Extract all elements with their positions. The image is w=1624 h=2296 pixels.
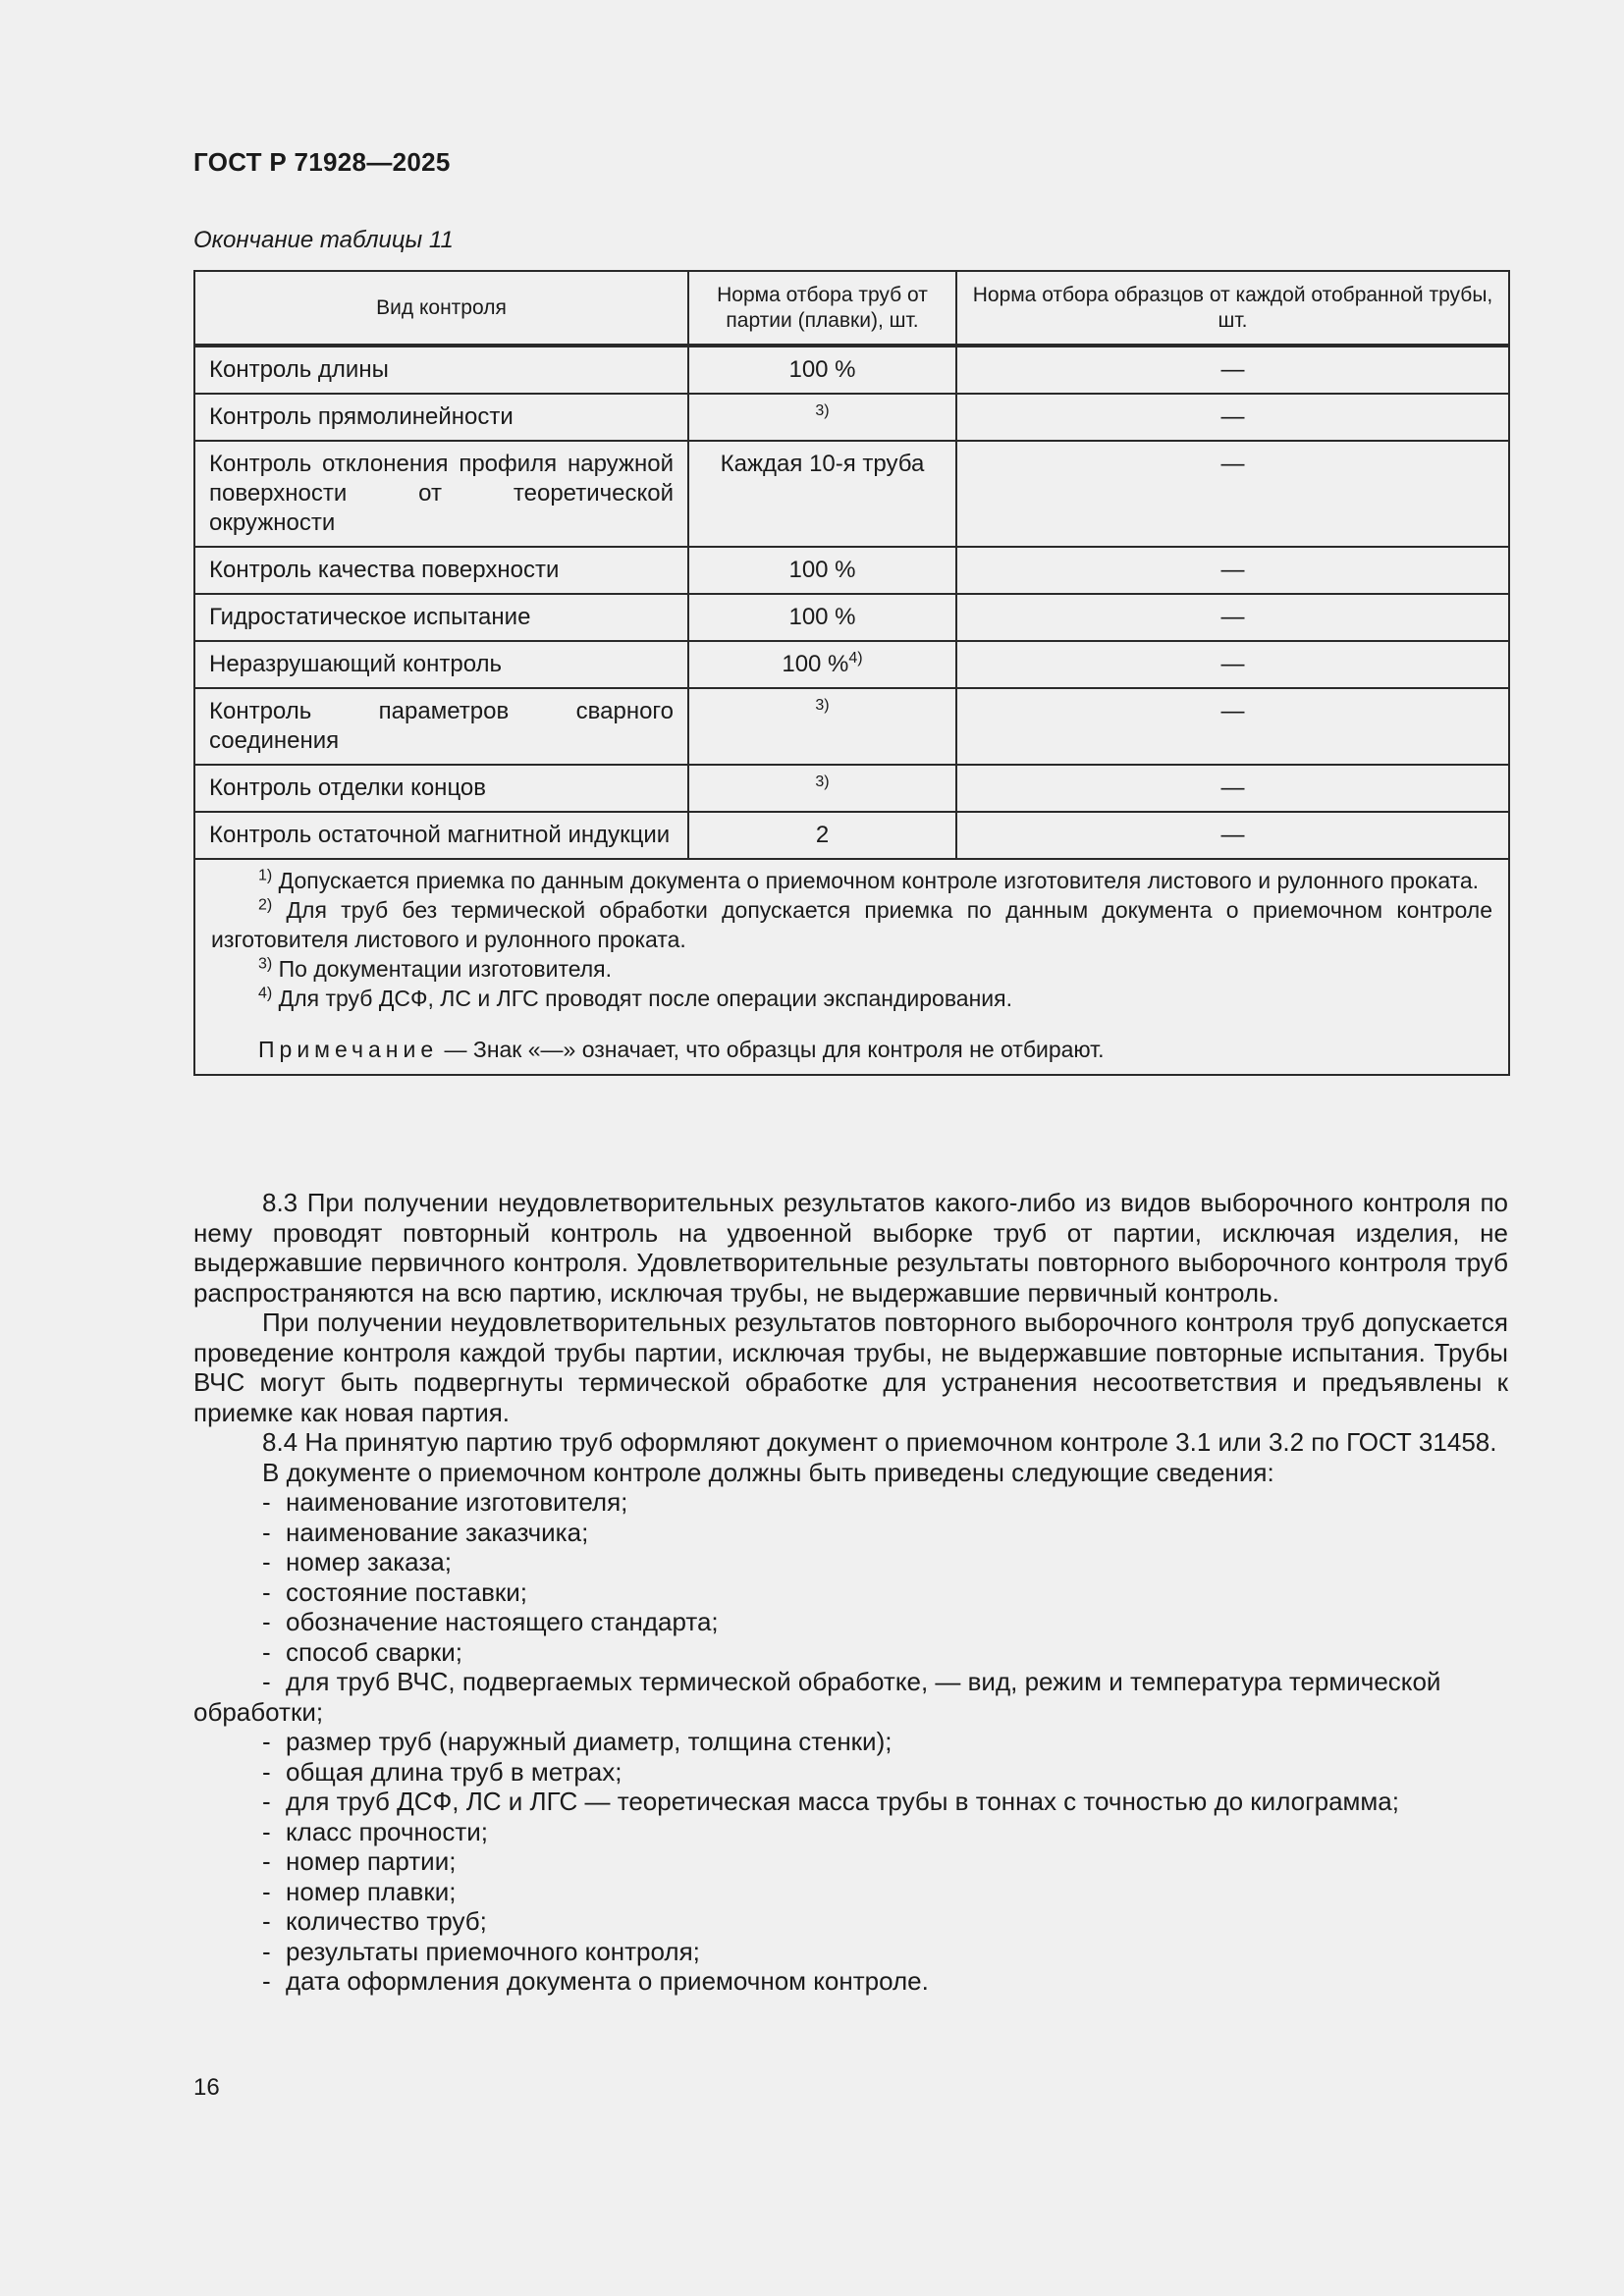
list-item: - номер заказа; (262, 1547, 452, 1576)
control-type-cell: Контроль прямолинейности (194, 394, 688, 441)
table-row (194, 594, 1509, 641)
paragraph-8-3: 8.3 При получении неудовлетворительных результатов какого-либо из видов выборочного контроля по нему проводят повторный контроль на удвоенной выборке труб от партии, исключая изделия, не выдержавшие первичного контроля. Удовлетворительные результаты повторного выборочного контроля труб распространяются на всю партию, исключая трубы, не выдержавшие первичный контроль. (193, 1188, 1508, 1308)
footnote-text: Допускается приемка по данным документа о приемочном контроле изготовителя листового и рулонного проката. (278, 868, 1480, 893)
list-item: - номер плавки; (262, 1876, 457, 1906)
list-item: - количество труб; (262, 1906, 487, 1936)
paragraph: При получении неудовлетворительных результатов повторного выборочного контроля труб допускается проведение контроля каждой трубы партии, исключая трубы, не выдержавшие повторные испытания. Трубы ВЧС могут быть подвергнуты термической обработке для устранения несоответствия и предъявлены к приемке как новая партия. (193, 1308, 1508, 1427)
list-item: - состояние поставки; (262, 1576, 528, 1607)
control-type-cell: Контроль качества поверхности (194, 547, 688, 594)
footnote-mark: 3) (258, 955, 273, 973)
norm-value: 100 % (788, 604, 856, 630)
control-type-cell: Контроль отклонения профиля наружной поверхности от теоретической окружности (194, 441, 688, 547)
list-item: - результаты приемочного контроля; (262, 1936, 700, 1966)
list-item: - наименование заказчика; (262, 1517, 589, 1547)
table-row (194, 641, 1509, 688)
table-row (194, 346, 1509, 394)
footnote (211, 954, 1492, 984)
selection-norm-cell (688, 765, 956, 812)
list-item: - размер труб (наружный диаметр, толщина стенки); (262, 1727, 893, 1756)
table-notes-row (194, 859, 1509, 1075)
footnote-ref: 4) (848, 650, 863, 667)
control-type-cell: Контроль параметров сварного соединения (194, 688, 688, 765)
selection-norm-cell (688, 812, 956, 859)
table-row (194, 765, 1509, 812)
control-type-cell: Контроль длины (194, 346, 688, 394)
page-number: 16 (193, 2074, 220, 2101)
selection-norm-cell (688, 346, 956, 394)
footnote-ref: 3) (815, 402, 830, 419)
selection-norm-cell (688, 441, 956, 547)
sample-norm-cell: — (956, 812, 1509, 859)
sample-norm-cell: — (956, 441, 1509, 547)
sample-norm-cell: — (956, 594, 1509, 641)
sample-norm-cell: — (956, 346, 1509, 394)
paragraph-8-4: 8.4 На принятую партию труб оформляют документ о приемочном контроле 3.1 или 3.2 по ГОСТ 31458. (262, 1427, 1497, 1457)
table-row (194, 441, 1509, 547)
footnote (211, 984, 1492, 1013)
column-header: Норма отбора труб от партии (плавки), шт. (688, 271, 956, 346)
norm-value: 2 (815, 822, 830, 848)
control-type-cell: Контроль отделки концов (194, 765, 688, 812)
norm-value: 100 % (788, 557, 856, 583)
footnote-ref: 3) (815, 697, 830, 714)
selection-norm-cell (688, 394, 956, 441)
norm-value: Каждая 10-я труба (720, 451, 925, 477)
document-header: ГОСТ Р 71928—2025 (193, 147, 451, 177)
control-type-cell: Гидростатическое испытание (194, 594, 688, 641)
norm-value: 100 % (782, 651, 849, 677)
column-header: Вид контроля (194, 271, 688, 346)
table-row (194, 812, 1509, 859)
note-label: Примечание (258, 1037, 439, 1062)
selection-norm-cell (688, 688, 956, 765)
list-item: - номер партии; (262, 1846, 457, 1876)
list-item: - обозначение настоящего стандарта; (262, 1607, 719, 1636)
list-item: - для труб ДСФ, ЛС и ЛГС — теоретическая масса трубы в тоннах с точностью до килограмма; (262, 1787, 1399, 1816)
table-11 (193, 270, 1510, 1076)
footnote (211, 895, 1492, 954)
table-header-row (194, 271, 1509, 346)
sample-norm-cell: — (956, 765, 1509, 812)
footnote-text: Для труб ДСФ, ЛС и ЛГС проводят после операции экспандирования. (278, 986, 1012, 1011)
footnote-ref: 3) (815, 774, 830, 790)
paragraph: В документе о приемочном контроле должны быть приведены следующие сведения: (262, 1457, 1274, 1487)
table-row (194, 688, 1509, 765)
footnote-mark: 4) (258, 985, 273, 1002)
footnote-text: По документации изготовителя. (278, 956, 613, 982)
footnote-mark: 1) (258, 867, 273, 884)
list-item: - класс прочности; (262, 1816, 488, 1846)
norm-value: 100 % (788, 356, 856, 383)
list-item: - наименование изготовителя; (262, 1487, 628, 1517)
control-type-cell: Неразрушающий контроль (194, 641, 688, 688)
table-caption: Окончание таблицы 11 (193, 227, 454, 253)
selection-norm-cell (688, 547, 956, 594)
body-text (193, 1188, 1508, 1997)
selection-norm-cell (688, 641, 956, 688)
control-type-cell: Контроль остаточной магнитной индукции (194, 812, 688, 859)
list-item: - способ сварки; (262, 1636, 462, 1667)
footnote-mark: 2) (258, 896, 273, 914)
note-text: — Знак «—» означает, что образцы для контроля не отбирают. (438, 1037, 1105, 1062)
table-notes (194, 859, 1509, 1075)
selection-norm-cell (688, 594, 956, 641)
sample-norm-cell: — (956, 547, 1509, 594)
sample-norm-cell: — (956, 394, 1509, 441)
list-item: - для труб ВЧС, подвергаемых термической обработке, — вид, режим и температура термической обработки; (193, 1667, 1441, 1727)
column-header: Норма отбора образцов от каждой отобранной трубы, шт. (956, 271, 1509, 346)
table-note (211, 1035, 1492, 1064)
table-row (194, 394, 1509, 441)
list-item: - дата оформления документа о приемочном контроле. (262, 1966, 929, 1996)
list-item: - общая длина труб в метрах; (262, 1756, 623, 1787)
footnote (211, 866, 1492, 895)
sample-norm-cell: — (956, 688, 1509, 765)
document-contents-list (193, 1487, 1508, 1997)
table-row (194, 547, 1509, 594)
sample-norm-cell: — (956, 641, 1509, 688)
footnote-text: Для труб без термической обработки допускается приемка по данным документа о приемочном контроле изготовителя листового и рулонного проката. (211, 897, 1492, 952)
